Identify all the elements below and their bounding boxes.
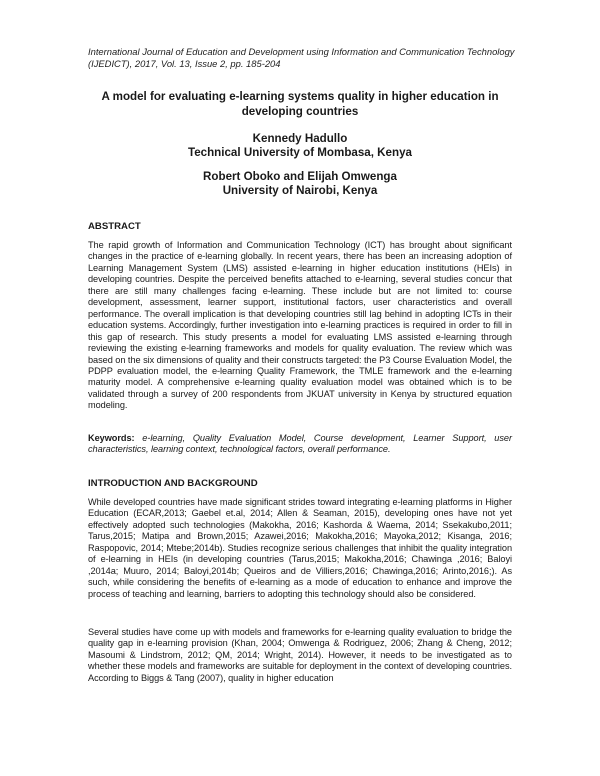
author-block-1: [80, 132, 520, 160]
author-affiliation: Technical University of Mombasa, Kenya: [187, 146, 412, 159]
author-block-2: [80, 170, 520, 198]
keywords-label: Keywords:: [88, 433, 135, 443]
journal-header: International Journal of Education and Development using Information and Communication Technology (IJEDICT), 2017, Vol. 13, Issue 2, pp. 185-204: [88, 46, 515, 69]
abstract-text: The rapid growth of Information and Communication Technology (ICT) has brought about significant changes in the practice of e-learning globally. In recent years, there has been an increasing adoption of Learning Management System (LMS) assisted e-learning in higher education institutions (HEIs) in developing countries. Despite the perceived benefits attached to e-learning, several studies concur that there are still many challenges facing e-learning. These include but are not limited to: course development, assessment, learner support, institutional factors, user characteristics and overall performance. The overall implication is that developing countries still lag behind in adopting ICTs in their education systems. Accordingly, further investigation into e-learning practices is required in order to fill in this gap of research. This study presents a model for evaluating LMS assisted e-learning through reviewing the existing e-learning frameworks and models for quality evaluation. The review which was based on the six dimensions of quality and their constructs targeted: the P3 Course Evaluation Model, the PDPP evaluation model, the e-learning Quality Framework, the TMLE framework and the e-learning maturity model. A comprehensive e-learning quality evaluation model was obtained which is to be validated through a survey of 200 respondents from JKUAT university in Kenya by structured equation modeling.: [88, 240, 512, 411]
abstract-heading: ABSTRACT: [88, 221, 141, 232]
author-name: Kennedy Hadullo: [252, 132, 348, 145]
keywords-paragraph: [88, 433, 512, 456]
paper-title: A model for evaluating e-learning systems quality in higher education in developing countries: [101, 90, 499, 118]
intro-paragraph-2: Several studies have come up with models and frameworks for e-learning quality evaluation to bridge the quality gap in e-learning provision (Khan, 2004; Omwenga & Rodriguez, 2006; Zhang & Cheng, 2012; Masoumi & Lindstrom, 2012; QM, 2014; Wright, 2014). However, it needs to be investigated as to whether these models and frameworks are suitable for deployment in the context of developing countries. According to Biggs & Tang (2007), quality in higher education: [88, 627, 512, 683]
intro-heading: INTRODUCTION AND BACKGROUND: [88, 478, 258, 489]
author-name: Robert Oboko and Elijah Omwenga: [203, 170, 397, 183]
intro-paragraph-1: While developed countries have made significant strides toward integrating e-learning platforms in Higher Education (ECAR,2013; Gaebel et.al, 2014; Allen & Seaman, 2015), developing ones have not yet effectively adopted such technologies (Makokha, 2016; Kashorda & Waema, 2014; Ssekakubo,2011; Tarus,2015; Matipa and Brown,2015; Azawei,2016; Makokha,2016; Mayoka,2012; Kisanga, 2016; Raspopovic, 2014; Mtebe;2014b). Studies recognize serious challenges that inhibit the quality integration of e-learning in HEIs (in developing countries (Tarus,2015; Makokha,2016; Chawinga ,2016; Baloyi ,2014a; Muuro, 2014; Baloyi,2014b; Queiros and de Villiers,2016; Chawinga,2016; Arinto,2016;). As such, while considering the benefits of e-learning as a mode of education to enhance and improve the process of teaching and learning, barriers to adopting this technology should also be considered.: [88, 497, 512, 599]
author-affiliation: University of Nairobi, Kenya: [222, 184, 378, 197]
keywords-text: e-learning, Quality Evaluation Model, Course development, Learner Support, user characteristics, learning context, technological factors, overall performance.: [88, 433, 512, 455]
